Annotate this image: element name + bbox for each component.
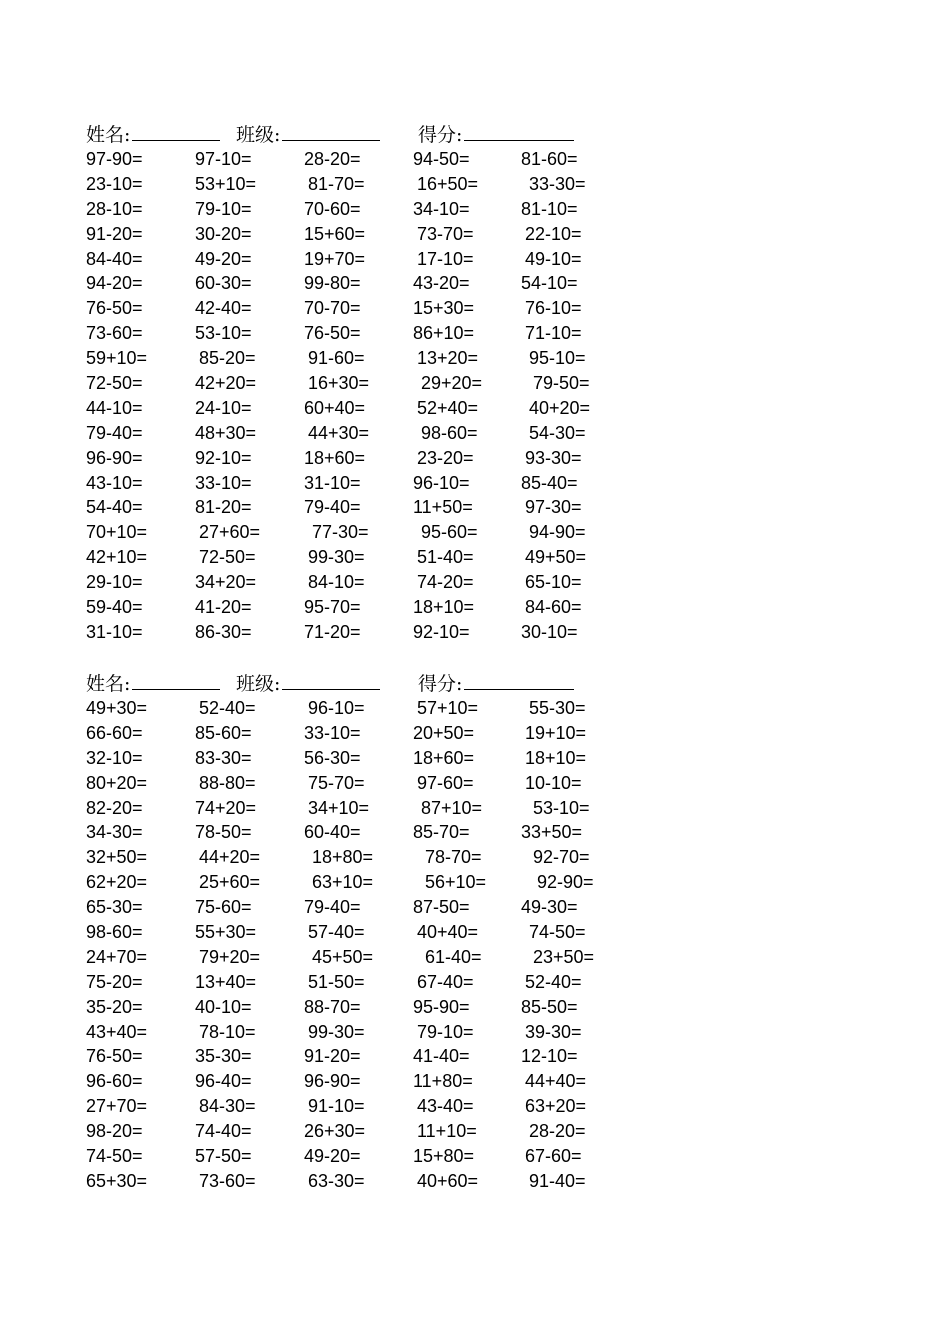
problem-row — [86, 271, 646, 296]
math-problem: 23-20= — [417, 447, 474, 468]
math-problem: 78-50= — [195, 822, 252, 843]
math-problem: 94-20= — [86, 273, 143, 294]
class-blank-line — [282, 670, 380, 690]
math-problem: 73-60= — [199, 1170, 256, 1191]
math-problem: 98-60= — [421, 422, 478, 443]
math-problem: 27+70= — [86, 1096, 148, 1117]
math-problem: 43-20= — [413, 273, 470, 294]
math-problem: 27+60= — [199, 522, 261, 543]
problem-row — [86, 620, 646, 645]
math-problem: 81-70= — [308, 173, 365, 194]
worksheet-section-1 — [86, 121, 646, 645]
problem-row — [86, 845, 646, 870]
name-blank-line — [132, 121, 220, 141]
math-problem: 30-20= — [195, 223, 252, 244]
math-problem: 19+70= — [304, 248, 366, 269]
math-problem: 97-90= — [86, 149, 143, 169]
problem-row — [86, 1069, 646, 1094]
math-problem: 61-40= — [425, 946, 482, 967]
name-label: 姓名: — [86, 673, 131, 695]
math-problem: 11+50= — [413, 497, 473, 518]
problem-row — [86, 570, 646, 595]
math-problem: 44+40= — [525, 1071, 587, 1092]
math-problem: 48+30= — [195, 422, 257, 443]
math-problem: 56-30= — [304, 747, 361, 768]
math-problem: 93-30= — [525, 447, 582, 468]
math-problem: 49-20= — [304, 1146, 361, 1167]
math-problem: 73-60= — [86, 323, 143, 344]
problem-row — [86, 820, 646, 845]
math-problem: 86+10= — [413, 323, 475, 344]
math-problem: 74-20= — [417, 572, 474, 593]
math-problem: 95-90= — [413, 996, 470, 1017]
math-problem: 87-50= — [413, 897, 470, 918]
math-problem: 92-90= — [537, 872, 594, 893]
math-problem: 11+10= — [417, 1121, 477, 1142]
math-problem: 29+20= — [421, 373, 483, 394]
math-problem: 74-40= — [195, 1121, 252, 1142]
math-problem: 63+20= — [525, 1096, 587, 1117]
math-problem: 79-10= — [195, 198, 252, 219]
math-problem: 85-50= — [521, 996, 578, 1017]
math-problem: 67-40= — [417, 971, 474, 992]
math-problem: 79-50= — [533, 373, 590, 394]
problem-row — [86, 545, 646, 570]
math-problem: 97-30= — [525, 497, 582, 518]
math-problem: 65-30= — [86, 897, 143, 918]
problem-row — [86, 396, 646, 421]
math-problem: 57+10= — [417, 698, 479, 718]
math-problem: 76-50= — [86, 1046, 143, 1067]
math-problem: 59-40= — [86, 597, 143, 618]
math-problem: 40+60= — [417, 1170, 479, 1191]
math-problem: 95-60= — [421, 522, 478, 543]
math-problem: 40-10= — [195, 996, 252, 1017]
math-problem: 34-10= — [413, 198, 470, 219]
math-problem: 70+10= — [86, 522, 148, 543]
problem-row — [86, 147, 646, 172]
problem-row — [86, 1044, 646, 1069]
math-problem: 33-30= — [529, 173, 586, 194]
math-problem: 29-10= — [86, 572, 143, 593]
math-problem: 49-30= — [521, 897, 578, 918]
score-label: 得分: — [418, 124, 463, 146]
problem-row — [86, 1169, 646, 1194]
score-field — [418, 670, 574, 697]
problem-row — [86, 746, 646, 771]
problem-row — [86, 371, 646, 396]
score-blank-line — [464, 121, 574, 141]
math-problem: 74-50= — [86, 1146, 143, 1167]
name-blank-line — [132, 670, 220, 690]
class-label: 班级: — [236, 673, 281, 695]
math-problem: 95-10= — [529, 348, 586, 369]
math-problem: 57-40= — [308, 922, 365, 943]
problem-row — [86, 796, 646, 821]
math-problem: 52-40= — [525, 971, 582, 992]
math-problem: 91-40= — [529, 1170, 586, 1191]
math-problem: 11+80= — [413, 1071, 473, 1092]
problem-row — [86, 945, 646, 970]
math-problem: 22-10= — [525, 223, 582, 244]
math-problem: 15+80= — [413, 1146, 475, 1167]
problem-row — [86, 920, 646, 945]
problem-row — [86, 1094, 646, 1119]
math-problem: 83-30= — [195, 747, 252, 768]
math-problem: 66-60= — [86, 722, 143, 743]
math-problem: 96-10= — [308, 698, 365, 718]
math-problem: 40+40= — [417, 922, 479, 943]
problem-row — [86, 721, 646, 746]
problem-row — [86, 172, 646, 197]
problem-row — [86, 222, 646, 247]
math-problem: 53-10= — [195, 323, 252, 344]
student-info-header — [86, 670, 646, 696]
math-problem: 96-40= — [195, 1071, 252, 1092]
problem-row — [86, 495, 646, 520]
math-problem: 23+50= — [533, 946, 595, 967]
math-problem: 32+50= — [86, 847, 148, 868]
math-problem: 79+20= — [199, 946, 261, 967]
problem-row — [86, 895, 646, 920]
problem-row — [86, 771, 646, 796]
name-label: 姓名: — [86, 124, 131, 146]
math-problem: 19+10= — [525, 722, 587, 743]
math-problem: 97-60= — [417, 772, 474, 793]
math-problem: 73-70= — [417, 223, 474, 244]
math-problem: 84-10= — [308, 572, 365, 593]
math-problem: 24-10= — [195, 397, 252, 418]
math-problem: 56+10= — [425, 872, 487, 893]
math-problem: 28-20= — [529, 1121, 586, 1142]
math-problem: 28-20= — [304, 149, 361, 169]
math-problem: 97-10= — [195, 149, 252, 169]
math-problem: 76-50= — [86, 298, 143, 319]
math-problem: 44+30= — [308, 422, 370, 443]
math-problem: 65+30= — [86, 1170, 148, 1191]
math-problem: 34+10= — [308, 797, 370, 818]
math-problem: 33+50= — [521, 822, 583, 843]
math-problem: 94-50= — [413, 149, 470, 169]
math-problem: 55-30= — [529, 698, 586, 718]
math-problem: 67-60= — [525, 1146, 582, 1167]
math-problem: 44+20= — [199, 847, 261, 868]
problem-row — [86, 296, 646, 321]
math-problem: 91-10= — [308, 1096, 365, 1117]
math-problem: 91-60= — [308, 348, 365, 369]
name-field — [86, 121, 220, 148]
math-problem: 12-10= — [521, 1046, 578, 1067]
math-problem: 82-20= — [86, 797, 143, 818]
worksheet-section-2 — [86, 670, 646, 1194]
math-problem: 31-10= — [304, 472, 361, 493]
math-problem: 84-60= — [525, 597, 582, 618]
math-problem: 49-20= — [195, 248, 252, 269]
math-problem: 72-50= — [199, 547, 256, 568]
math-problem: 87+10= — [421, 797, 483, 818]
math-problem: 79-40= — [304, 897, 361, 918]
math-problem: 54-40= — [86, 497, 143, 518]
math-problem: 98-60= — [86, 922, 143, 943]
math-problem: 35-20= — [86, 996, 143, 1017]
math-problem: 42-40= — [195, 298, 252, 319]
math-problem: 44-10= — [86, 397, 143, 418]
problem-row — [86, 870, 646, 895]
problem-row — [86, 421, 646, 446]
problem-row — [86, 446, 646, 471]
math-problem: 10-10= — [525, 772, 582, 793]
math-problem: 79-40= — [86, 422, 143, 443]
math-problem: 43-10= — [86, 472, 143, 493]
math-problem: 30-10= — [521, 621, 578, 642]
math-problem: 72-50= — [86, 373, 143, 394]
math-problem: 78-10= — [199, 1021, 256, 1042]
math-problem: 25+60= — [199, 872, 261, 893]
math-problem: 13+40= — [195, 971, 257, 992]
math-problem: 79-10= — [417, 1021, 474, 1042]
math-problem: 91-20= — [86, 223, 143, 244]
math-problem: 84-30= — [199, 1096, 256, 1117]
math-problem: 18+80= — [312, 847, 374, 868]
name-field — [86, 670, 220, 697]
math-problem: 74+20= — [195, 797, 257, 818]
class-field — [236, 121, 380, 148]
math-problem: 71-20= — [304, 621, 361, 642]
math-problem: 76-10= — [525, 298, 582, 319]
math-problem: 92-10= — [413, 621, 470, 642]
math-problem: 96-10= — [413, 472, 470, 493]
math-problem: 63-30= — [308, 1170, 365, 1191]
math-problem: 15+60= — [304, 223, 366, 244]
math-problem: 91-20= — [304, 1046, 361, 1067]
problem-row — [86, 696, 646, 721]
math-problem: 32-10= — [86, 747, 143, 768]
math-problem: 92-10= — [195, 447, 252, 468]
math-problem: 49+50= — [525, 547, 587, 568]
math-problem: 81-10= — [521, 198, 578, 219]
class-label: 班级: — [236, 124, 281, 146]
math-problem: 84-40= — [86, 248, 143, 269]
math-problem: 54-10= — [521, 273, 578, 294]
math-problem: 52-40= — [199, 698, 256, 718]
math-problem: 86-30= — [195, 621, 252, 642]
math-problem: 99-30= — [308, 1021, 365, 1042]
math-problem: 39-30= — [525, 1021, 582, 1042]
score-blank-line — [464, 670, 574, 690]
math-problem: 99-30= — [308, 547, 365, 568]
math-problem: 75-70= — [308, 772, 365, 793]
math-problem: 85-40= — [521, 472, 578, 493]
math-problem: 95-70= — [304, 597, 361, 618]
score-label: 得分: — [418, 673, 463, 695]
math-problem: 16+50= — [417, 173, 479, 194]
problem-row — [86, 1119, 646, 1144]
problem-row — [86, 595, 646, 620]
math-problem: 60-30= — [195, 273, 252, 294]
problem-row — [86, 970, 646, 995]
math-problem: 96-90= — [86, 447, 143, 468]
math-problem: 81-60= — [521, 149, 578, 169]
problem-row — [86, 321, 646, 346]
math-problem: 20+50= — [413, 722, 475, 743]
math-problem: 18+60= — [413, 747, 475, 768]
math-problem: 31-10= — [86, 621, 143, 642]
math-problem: 71-10= — [525, 323, 582, 344]
math-problem: 51-50= — [308, 971, 365, 992]
problem-row — [86, 1144, 646, 1169]
score-field — [418, 121, 574, 148]
math-problem: 98-20= — [86, 1121, 143, 1142]
math-problem: 42+20= — [195, 373, 257, 394]
problem-grid — [86, 147, 646, 645]
math-problem: 34+20= — [195, 572, 257, 593]
math-problem: 41-20= — [195, 597, 252, 618]
math-problem: 75-60= — [195, 897, 252, 918]
math-problem: 60-40= — [304, 822, 361, 843]
math-problem: 78-70= — [425, 847, 482, 868]
math-problem: 92-70= — [533, 847, 590, 868]
math-problem: 51-40= — [417, 547, 474, 568]
math-problem: 96-90= — [304, 1071, 361, 1092]
math-problem: 76-50= — [304, 323, 361, 344]
math-problem: 23-10= — [86, 173, 143, 194]
math-problem: 17-10= — [417, 248, 474, 269]
class-blank-line — [282, 121, 380, 141]
math-problem: 34-30= — [86, 822, 143, 843]
student-info-header — [86, 121, 646, 147]
math-problem: 18+60= — [304, 447, 366, 468]
math-problem: 45+50= — [312, 946, 374, 967]
math-problem: 53-10= — [533, 797, 590, 818]
math-problem: 18+10= — [525, 747, 587, 768]
math-problem: 62+20= — [86, 872, 148, 893]
math-problem: 33-10= — [195, 472, 252, 493]
math-problem: 41-40= — [413, 1046, 470, 1067]
math-problem: 53+10= — [195, 173, 257, 194]
math-problem: 77-30= — [312, 522, 369, 543]
math-problem: 26+30= — [304, 1121, 366, 1142]
math-problem: 33-10= — [304, 722, 361, 743]
math-problem: 43-40= — [417, 1096, 474, 1117]
problem-row — [86, 1020, 646, 1045]
math-problem: 75-20= — [86, 971, 143, 992]
math-problem: 42+10= — [86, 547, 148, 568]
math-problem: 81-20= — [195, 497, 252, 518]
math-problem: 16+30= — [308, 373, 370, 394]
math-problem: 35-30= — [195, 1046, 252, 1067]
math-problem: 54-30= — [529, 422, 586, 443]
problem-row — [86, 471, 646, 496]
math-problem: 18+10= — [413, 597, 475, 618]
math-problem: 85-20= — [199, 348, 256, 369]
math-problem: 80+20= — [86, 772, 148, 793]
math-problem: 49+30= — [86, 698, 148, 718]
math-problem: 40+20= — [529, 397, 591, 418]
math-problem: 70-60= — [304, 198, 361, 219]
math-problem: 55+30= — [195, 922, 257, 943]
math-problem: 74-50= — [529, 922, 586, 943]
math-problem: 57-50= — [195, 1146, 252, 1167]
math-problem: 15+30= — [413, 298, 475, 319]
math-problem: 52+40= — [417, 397, 479, 418]
math-problem: 60+40= — [304, 397, 366, 418]
problem-row — [86, 247, 646, 272]
math-problem: 43+40= — [86, 1021, 148, 1042]
math-problem: 79-40= — [304, 497, 361, 518]
math-problem: 49-10= — [525, 248, 582, 269]
math-problem: 85-60= — [195, 722, 252, 743]
problem-row — [86, 346, 646, 371]
math-problem: 85-70= — [413, 822, 470, 843]
class-field — [236, 670, 380, 697]
math-problem: 63+10= — [312, 872, 374, 893]
problem-row — [86, 197, 646, 222]
math-problem: 70-70= — [304, 298, 361, 319]
math-problem: 59+10= — [86, 348, 148, 369]
math-problem: 88-70= — [304, 996, 361, 1017]
problem-grid — [86, 696, 646, 1194]
math-problem: 28-10= — [86, 198, 143, 219]
problem-row — [86, 520, 646, 545]
math-problem: 99-80= — [304, 273, 361, 294]
math-problem: 13+20= — [417, 348, 479, 369]
math-problem: 88-80= — [199, 772, 256, 793]
math-problem: 94-90= — [529, 522, 586, 543]
math-problem: 65-10= — [525, 572, 582, 593]
math-problem: 96-60= — [86, 1071, 143, 1092]
problem-row — [86, 995, 646, 1020]
math-problem: 24+70= — [86, 946, 148, 967]
